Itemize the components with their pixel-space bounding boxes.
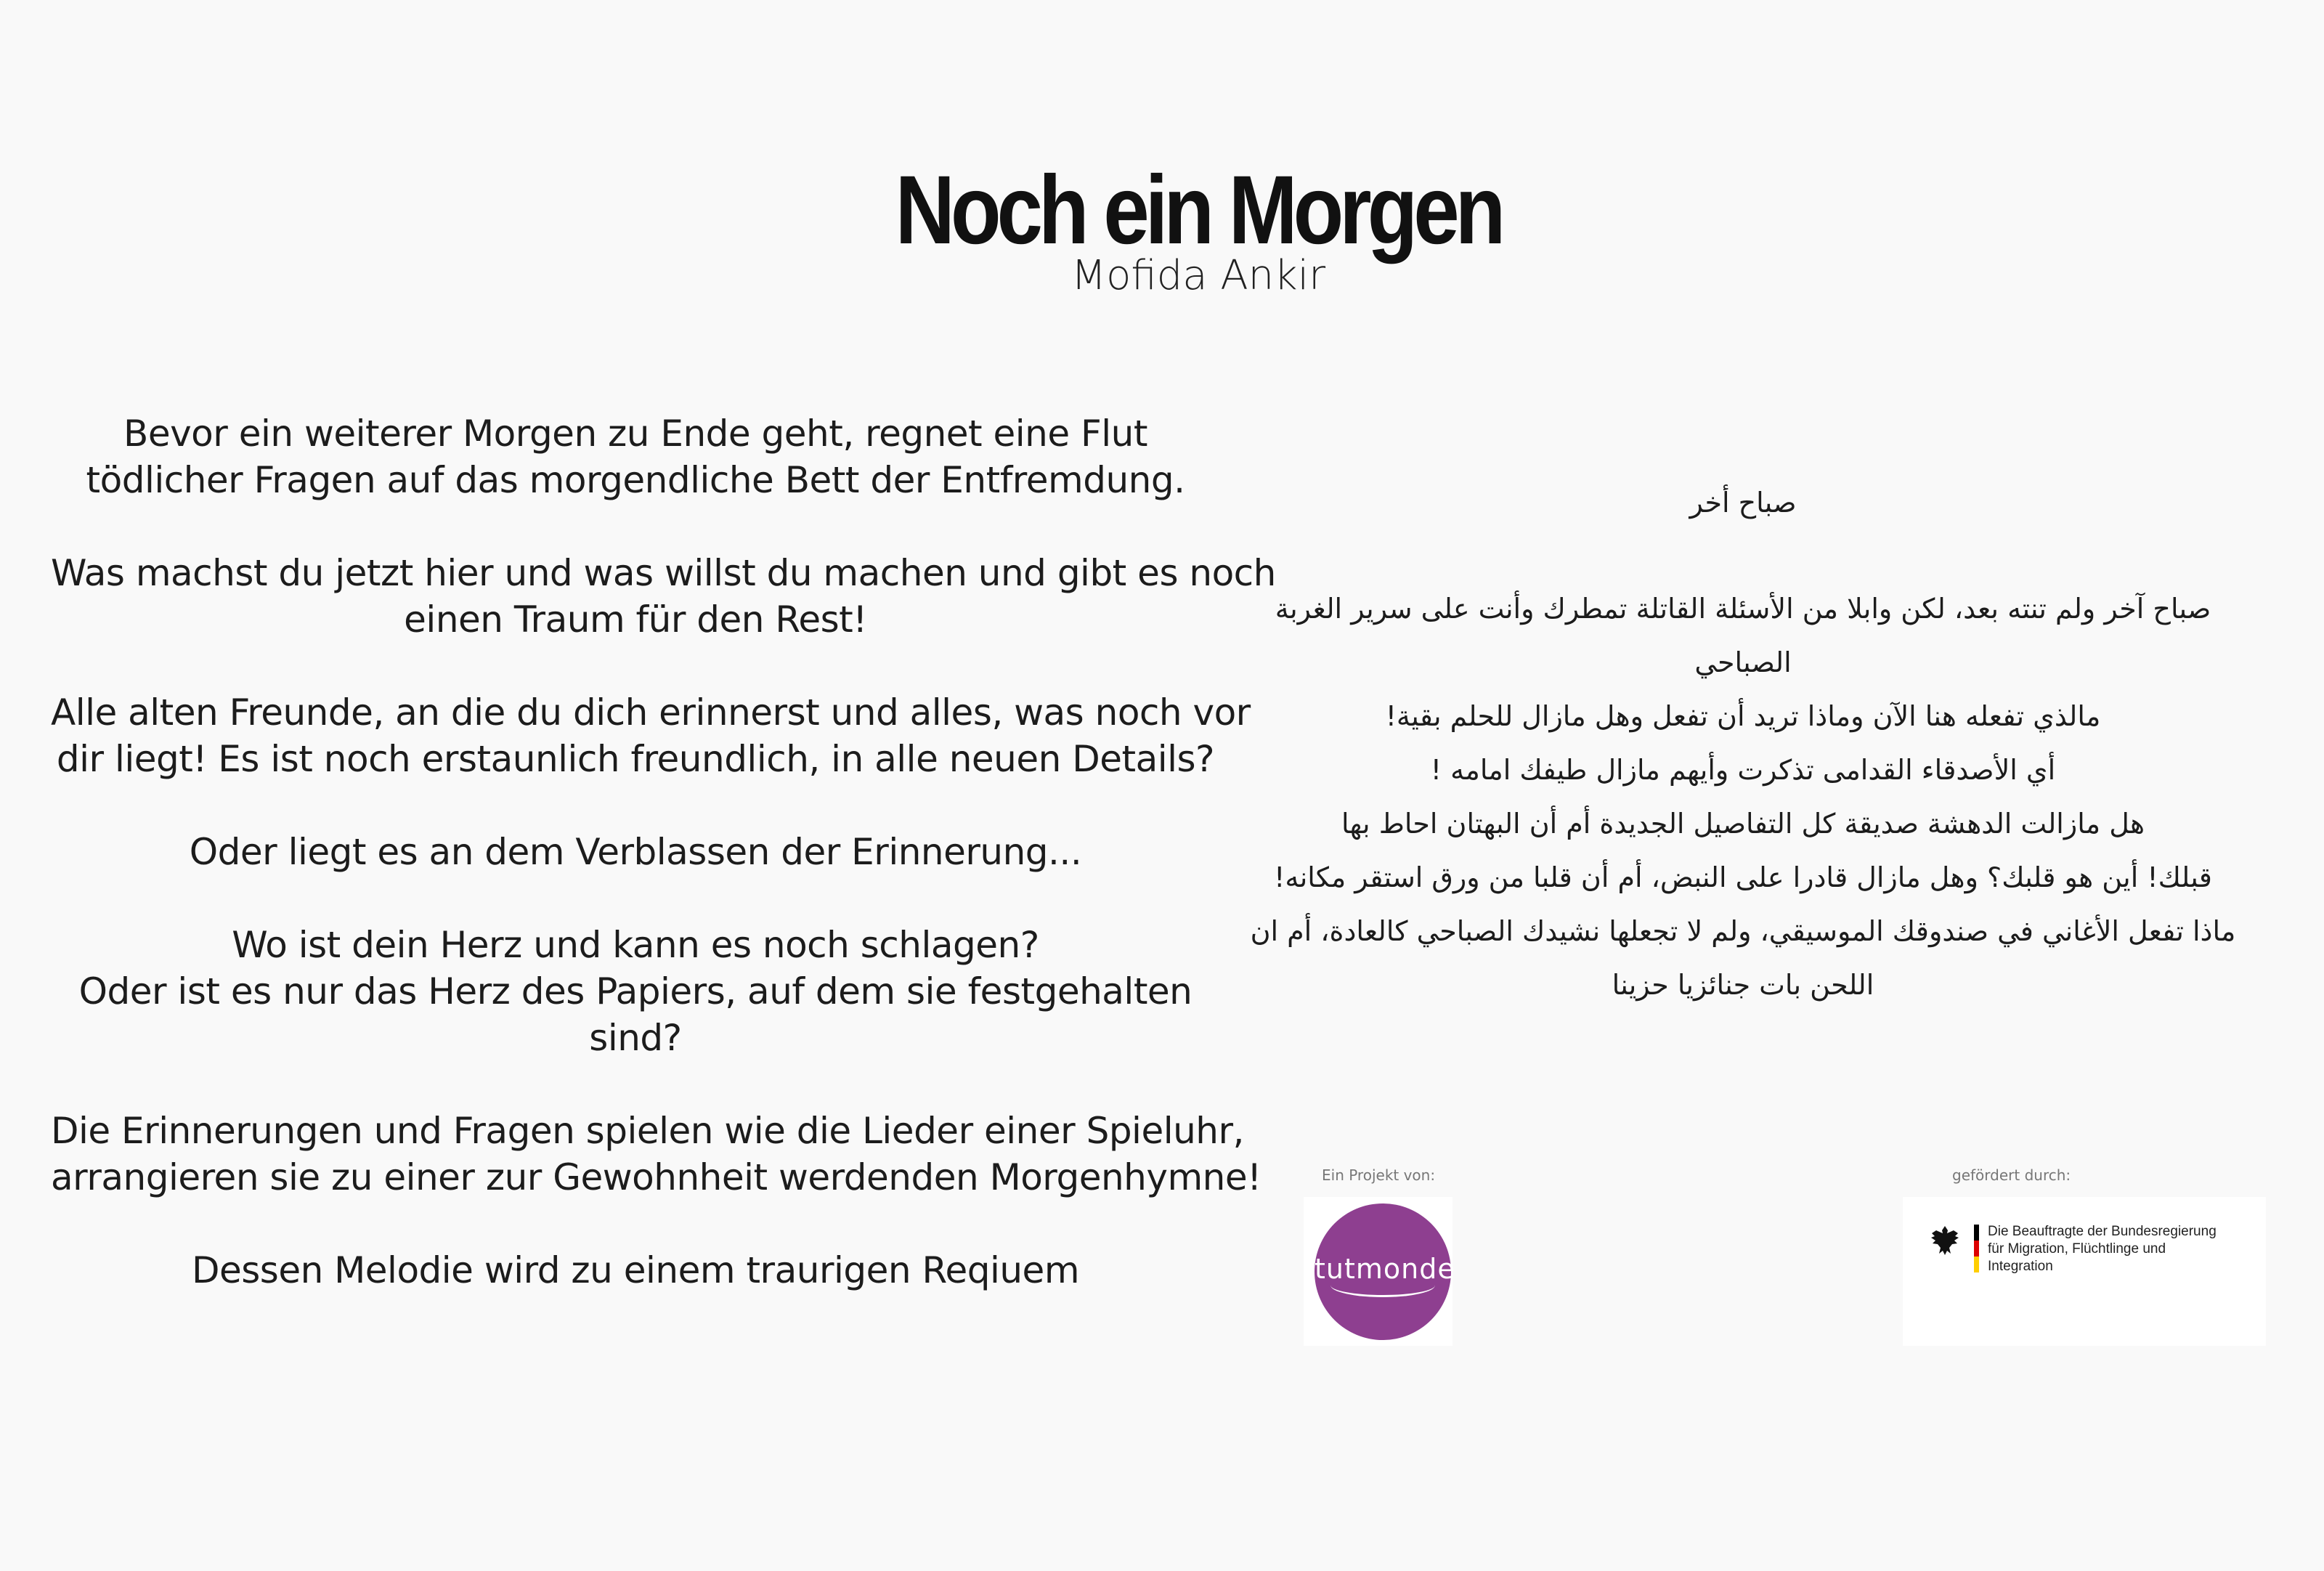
tutmonde-logo-text: tutmonde: [1315, 1253, 1455, 1285]
gov-line: Die Beauftragte der Bundesregierung: [1988, 1224, 2217, 1239]
stanza-4: [51, 829, 1220, 875]
poem-line: Dessen Melodie wird zu einem traurigen Reqiuem: [191, 1249, 1080, 1291]
stanza-1: [51, 410, 1220, 503]
author-name: Mofida Ankir: [1070, 252, 1326, 299]
poem-line: dir liegt! Es ist noch erstaunlich freundlich, in alle neuen Details?: [56, 738, 1215, 780]
poem-line: tödlicher Fragen auf das morgendliche Bett der Entfremdung.: [86, 459, 1185, 501]
arabic-line: الصباحي: [1694, 646, 1792, 678]
poem-line: sind?: [589, 1017, 682, 1059]
poem-line: Die Erinnerungen und Fragen spielen wie die Lieder einer Spieluhr,: [51, 1110, 1244, 1152]
government-logo-text: [1988, 1223, 2264, 1275]
flag-stripe-red: [1974, 1241, 1979, 1257]
arabic-line: اللحن بات جنائزيا حزينا: [1612, 969, 1874, 1001]
flag-stripe-gold: [1974, 1257, 1979, 1272]
poem-german: [51, 410, 1276, 1340]
stanza-2: [51, 550, 1276, 643]
arabic-line: ماذا تفعل الأغاني في صندوقك الموسيقي، ولم لا تجعلها نشيدك الصباحي كالعادة، أم ان: [1250, 915, 2236, 947]
stanza-7: [51, 1247, 1220, 1294]
arabic-line: مالذي تفعله هنا الآن وماذا تريد أن تفعل وهل مازال للحلم بقية!: [1385, 700, 2101, 732]
stanza-6: [51, 1108, 1261, 1201]
tutmonde-logo: [1315, 1203, 1455, 1340]
tutmonde-arc-icon: [1330, 1273, 1435, 1297]
funding-caption: gefördert durch:: [1952, 1166, 2071, 1184]
arabic-line: قبلك! أين هو قلبك؟ وهل مازال قادرا على النبض، أم أن قلبا من ورق استقر مكانه!: [1274, 861, 2212, 893]
poem-arabic: [1235, 476, 2251, 1012]
gov-line: Integration: [1988, 1259, 2053, 1274]
poem-line: Oder liegt es an dem Verblassen der Erinnerung...: [189, 831, 1082, 873]
poem-line: Bevor ein weiterer Morgen zu Ende geht, regnet eine Flut: [123, 413, 1147, 455]
flag-stripe-black: [1974, 1225, 1979, 1241]
stanza-3: [51, 689, 1251, 782]
federal-eagle-icon: [1930, 1225, 1959, 1257]
poem-line: Alle alten Freunde, an die du dich erinnerst und alles, was noch vor: [51, 691, 1251, 734]
poem-line: Wo ist dein Herz und kann es noch schlagen?: [232, 924, 1039, 966]
poem-line: einen Traum für den Rest!: [404, 598, 867, 641]
arabic-line: صباح آخر ولم تنته بعد، لكن وابلا من الأسئلة القاتلة تمطرك وأنت على سرير الغربة: [1275, 593, 2211, 625]
arabic-line: أي الأصدقاء القدامى تذكرت وأيهم مازال طيفك امامه !: [1430, 754, 2056, 786]
poem-title: Noch ein Morgen: [895, 156, 1502, 264]
poem-line: arrangieren sie zu einer zur Gewohnheit werdenden Morgenhymne!: [51, 1156, 1261, 1198]
project-caption: Ein Projekt von:: [1322, 1166, 1436, 1184]
arabic-title: صباح أخر: [1689, 487, 1797, 519]
poem-line: Was machst du jetzt hier und was willst du machen und gibt es noch: [51, 552, 1276, 594]
gov-line: für Migration, Flüchtlinge und: [1988, 1241, 2166, 1257]
stanza-5: [51, 922, 1220, 1061]
poem-line: Oder ist es nur das Herz des Papiers, auf dem sie festgehalten: [78, 970, 1193, 1012]
arabic-line: هل مازالت الدهشة صديقة كل التفاصيل الجديدة أم أن البهتان احاط بها: [1341, 808, 2145, 840]
